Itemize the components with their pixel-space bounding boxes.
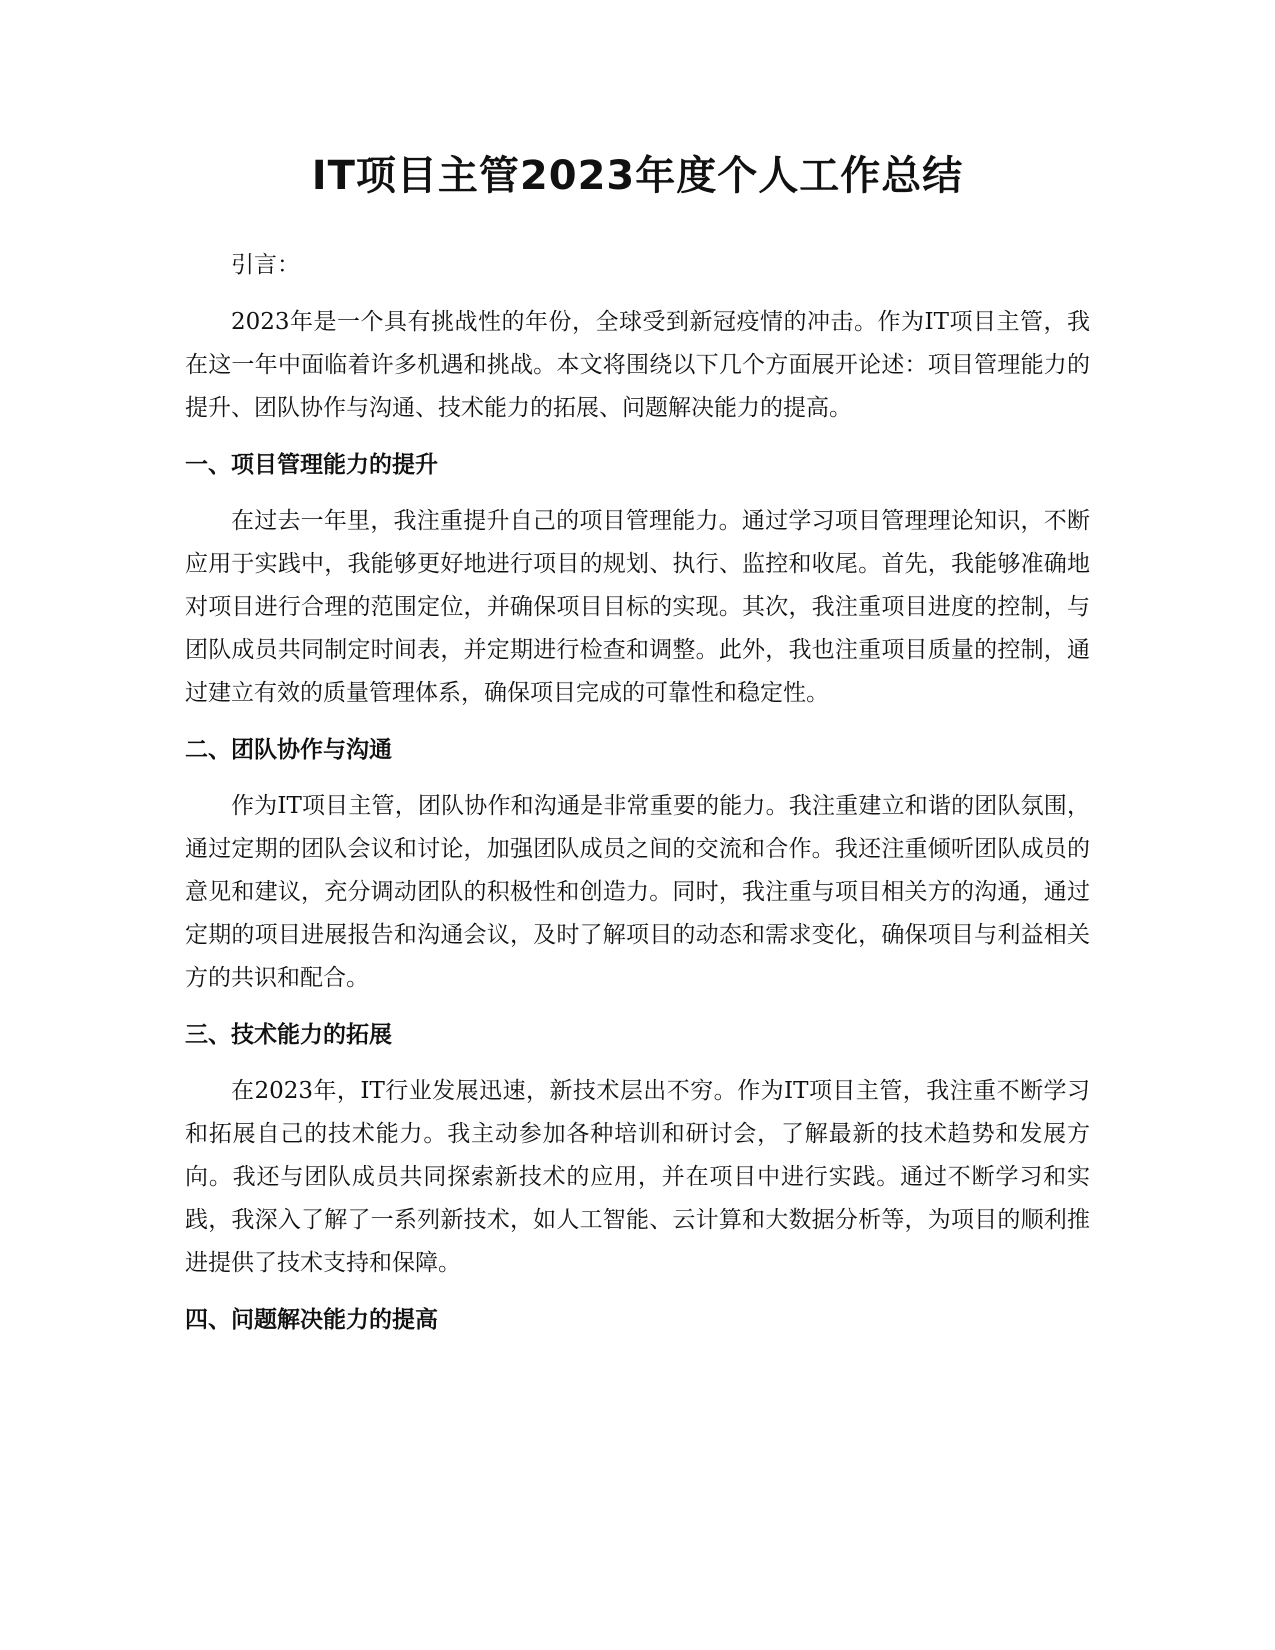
section-paragraph: 在2023年，IT行业发展迅速，新技术层出不穷。作为IT项目主管，我注重不断学习和拓展自己的技术能力。我主动参加各种培训和研讨会，了解最新的技术趋势和发展方向。我还与团队成员共同探索新技术的应用，并在项目中进行实践。通过不断学习和实践，我深入了解了一系列新技术，如人工智能、云计算和大数据分析等，为项目的顺利推进提供了技术支持和保障。 <box>185 1078 1090 1276</box>
document-title: IT项目主管2023年度个人工作总结 <box>311 153 964 199</box>
section-heading: 四、问题解决能力的提高 <box>185 1307 438 1333</box>
section-paragraph: 在过去一年里，我注重提升自己的项目管理能力。通过学习项目管理理论知识，不断应用于实践中，我能够更好地进行项目的规划、执行、监控和收尾。首先，我能够准确地对项目进行合理的范围定位，并确保项目目标的实现。其次，我注重项目进度的控制，与团队成员共同制定时间表，并定期进行检查和调整。此外，我也注重项目质量的控制，通过建立有效的质量管理体系，确保项目完成的可靠性和稳定性。 <box>185 508 1090 706</box>
intro-label: 引言： <box>231 252 300 278</box>
section-paragraph: 作为IT项目主管，团队协作和沟通是非常重要的能力。我注重建立和谐的团队氛围，通过定期的团队会议和讨论，加强团队成员之间的交流和合作。我还注重倾听团队成员的意见和建议，充分调动团队的积极性和创造力。同时，我注重与项目相关方的沟通，通过定期的项目进展报告和沟通会议，及时了解项目的动态和需求变化，确保项目与利益相关方的共识和配合。 <box>185 793 1090 991</box>
document-body <box>185 244 1090 1355</box>
section-heading: 二、团队协作与沟通 <box>185 737 392 763</box>
intro-paragraph: 2023年是一个具有挑战性的年份，全球受到新冠疫情的冲击。作为IT项目主管，我在这一年中面临着许多机遇和挑战。本文将围绕以下几个方面展开论述：项目管理能力的提升、团队协作与沟通、技术能力的拓展、问题解决能力的提高。 <box>185 309 1090 421</box>
section-heading: 三、技术能力的拓展 <box>185 1022 392 1048</box>
section-heading: 一、项目管理能力的提升 <box>185 452 438 478</box>
